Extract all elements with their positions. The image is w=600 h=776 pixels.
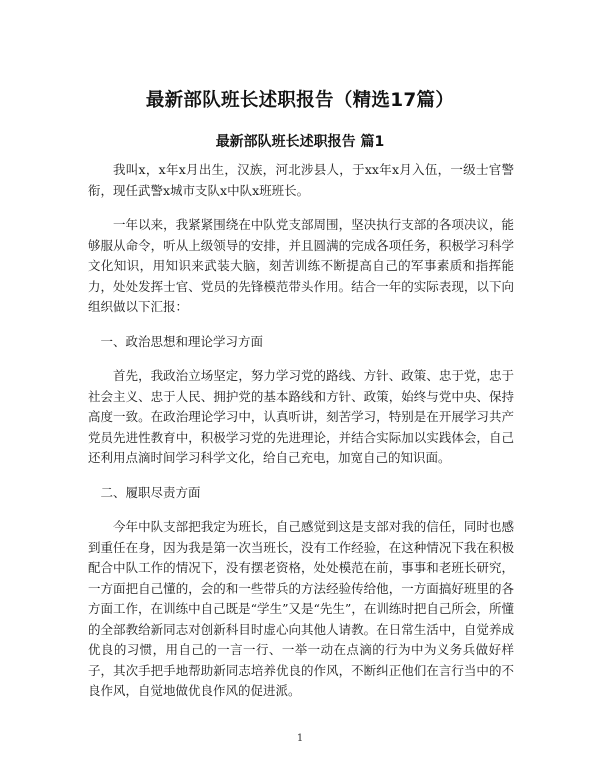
paragraph-political: 首先，我政治立场坚定，努力学习党的路线、方针、政策、忠于党，忠于社会主义、忠于人民、拥护党的基本路线和方针、政策，始终与党中央、保持高度一致。在政治理论学习中，认真听讲，刻苦学习，特别是在开展学习共产党员先进性教育中，积极学习党的先进理论，并结合实际加以实践体会，自己还利用点滴时间学习科学文化，给自己充电，加宽自己的知识面。 — [88, 368, 514, 465]
subheading-duties: 二、履职尽责方面 — [100, 484, 201, 500]
document-title: 最新部队班长述职报告（精选17篇） — [145, 90, 455, 111]
paragraph-intro: 我叫x，x年x月出生，汉族，河北涉县人，于xx年x月入伍，一级士官警衔，现任武警x城市支队x中队x班班长。 — [88, 162, 514, 198]
document-body — [88, 160, 514, 716]
paragraph-duties: 今年中队支部把我定为班长，自己感觉到这是支部对我的信任，同时也感到重任在身，因为我是第一次当班长，没有工作经验，在这种情况下我在积极配合中队工作的情况下，没有摆老资格，处处模范在前，事事和老班长研究，一方面把自己懂的，会的和一些带兵的方法经验传给他，一方面搞好班里的各方面工作，在训练中自己既是“学生”又是“先生”，在训练时把自己所会，所懂的全部教给新同志对创新科目时虚心向其他人请教。在日常生活中，自觉养成优良的习惯，用自己的一言一行、一举一动在点滴的行为中为义务兵做好样子，其次手把手地帮助新同志培养优良的作风，不断纠正他们在言行当中的不良作风，自觉地做优良作风的促进派。 — [88, 519, 514, 698]
section-title: 最新部队班长述职报告 篇1 — [215, 134, 385, 150]
subheading-political: 一、政治思想和理论学习方面 — [100, 333, 264, 349]
page-number: 1 — [296, 733, 304, 744]
paragraph-summary: 一年以来，我紧紧围绕在中队党支部周围，坚决执行支部的各项决议，能够服从命令，听从上级领导的安排，并且圆满的完成各项任务，积极学习科学文化知识，用知识来武装大脑，刻苦训练不断提高自己的军事素质和指挥能力，处处发挥士官、党员的先锋模范带头作用。结合一年的实际表现，以下向组织做以下汇报： — [88, 217, 514, 314]
